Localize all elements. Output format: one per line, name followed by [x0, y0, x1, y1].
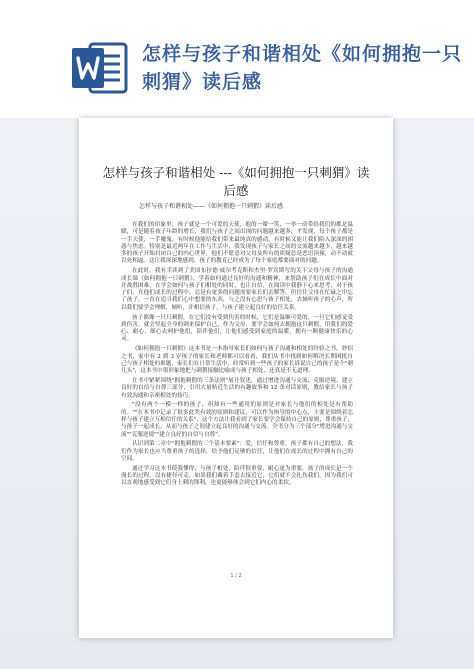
paragraph: 《如何拥抱一只刺猬》这本书是一本指导家长们如何与孩子沟通和相处的经验之书，妙招之书，家中有 2 到 3 岁孩子的家长和老师都可以看看，我们从书中找到如何解决长期困扰自己与孩子相处的难题，家长们在日常生活中，经常听到一些孩子的家长诉说自己的孩子是个"刺儿头"，这本书中很形象地把与刺猬接触比喻成与孩子相处，还真是不无道理。	[121, 346, 353, 375]
paragraph: 在我们的印象里，孩子就是一个可爱的天使，他的一颦一笑，一举一动带给我们的都是温暖，可是随着孩子年龄的增长，我们与孩子之间出现的问题越来越多，才发现，每个孩子都是一手天使，一手魔鬼，有时候他能给我们带来最纯真的感动，有时候又能让我们陷入深深的困惑与焦虑。特别是最近两年在工作与生活中，我发现孩子与家长之间的交流越来越少，越来越多的孩子开始封闭自己的内心世界，他们不愿意对父母及所有的质疑总是恶语顶撞，动不动就以死相逼。这让我深深地感到，孩子的教育已经成为了每个家庭都要面对的问题。	[121, 222, 353, 265]
paragraph: 孩子都像一只只刺猬，在它们没有受到伤害的时候，它们是温顺可爱的，一旦它们感觉受到伤害，就会竖起全身的刺来保护自己，作为父母，要学会如何去拥抱这只刺猬，用我们的爱心、耐心、细心去呵护他们，陪伴他们，让他们感受到家庭的温暖，拥有一颗健康快乐的心灵。	[121, 314, 353, 343]
document-page[interactable]	[79, 118, 393, 638]
page-number: 1 / 2	[230, 573, 242, 579]
document-title: 怎样与孩子和谐相处 ---《如何拥抱一只刺猬》读后感	[102, 165, 370, 198]
document-body	[121, 222, 353, 490]
paragraph: 认识到第二章中"拥抱刺猬的三个基本要素"：爱，信任和尊重，孩子都有自己的想法，我们作为家长也应当尊重孩子的选择，给予他们足够的信任，让他们在成长的过程中拥有自己的空间。	[121, 441, 353, 462]
document-subheading: 怎样与孩子和谐相处——《如何拥抱一只刺猬》读后感	[139, 203, 284, 210]
page-title: 怎样与孩子和谐相处《如何拥抱一只刺猬》读后感	[142, 43, 463, 93]
paragraph: "没有两个一模一样的孩子，但却有一些通用的原则是对家长与他们的相处是有帮助的。""在本书中记录了很多此类有效的原则和建议，可以作为指导的中心点，主要是围绕着怎样与孩子建立互相信任的关系"，这个方法让我看到了家长要学会保持自己的原则，尊重孩子，与孩子一起成长，从而与孩子之间建立起良好的沟通与交流。全书分为三个部分"增进沟通与交流""克服逆境""建立良好的自信与自尊"。	[121, 402, 353, 438]
paragraph: 在书中紧紧围绕"拥抱刺猬的三条法则"展开叙述，通过增进沟通与交流、克服逆境、建立良好的自信与自尊三部分，引用大量贴近生活的有趣故事和 12 条对话原则，教给家长与孩子有效沟通和亲密相处的技巧。	[121, 377, 353, 399]
word-document-icon	[70, 40, 128, 96]
paragraph: 在此时，我有幸读到了美国布拉德·威尔考克斯和杰里·罗宾斯写的关于父母与孩子的沟通成长课《如何拥抱一只刺猬》，学着如何通过良好的沟通和精神，来帮助孩子们在成长中面对并战胜困难，在学会如何与孩子们相处的同时，也让自信，在阅读中我静下心来思考，对于孩子们，在他们成长的过程中，总是有更多的问题需要家长们去解答，但往往父母在忙碌之中忘了孩子，一直在追寻我们心中想要的东西，与之没有心思与孩子相处，去倾听孩子的心声，所以我们要学会理解，倾听，并相信孩子，与孩子建立起良好的信任关系。	[121, 268, 353, 311]
header-banner	[0, 0, 474, 118]
paragraph: 通过学习这本书使我懂得，与孩子相处，陪伴很重要，耐心更为重要，孩子的成长是一个漫长的过程，没有捷径可走。如果我们戴着手套去接近它，它们就不会扎伤我们，因为我们可以直观地感受到它们身上刺的锋利，也更能够体会到它们内心的柔软。	[121, 465, 353, 487]
